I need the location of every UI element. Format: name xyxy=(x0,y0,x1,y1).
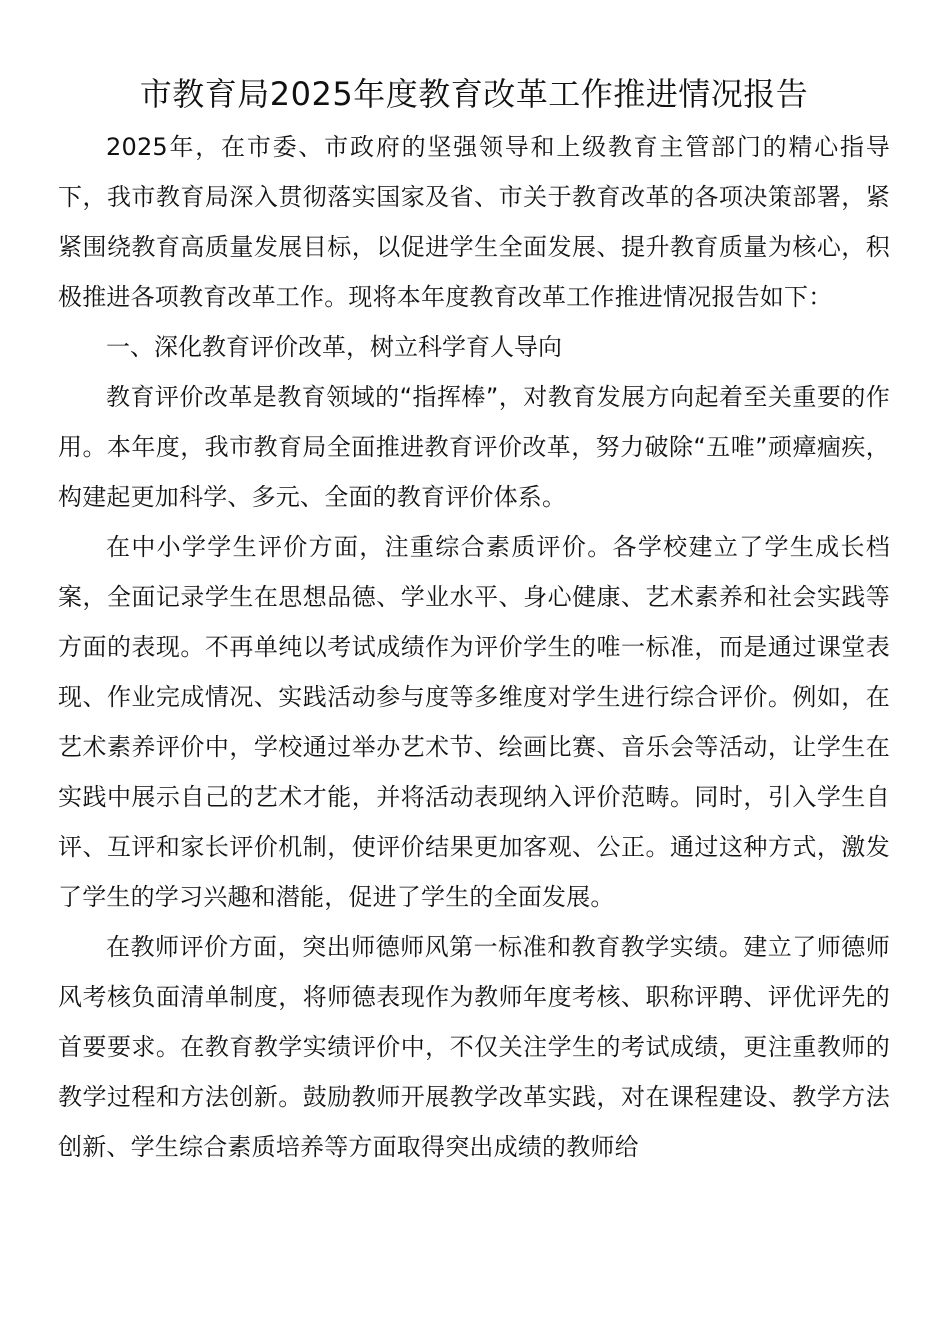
intro-paragraph: 2025年，在市委、市政府的坚强领导和上级教育主管部门的精心指导下，我市教育局深入贯彻落实国家及省、市关于教育改革的各项决策部署，紧紧围绕教育高质量发展目标，以促进学生全面发展、提升教育质量为核心，积极推进各项教育改革工作。现将本年度教育改革工作推进情况报告如下： xyxy=(58,133,890,311)
body-paragraph: 在中小学学生评价方面，注重综合素质评价。各学校建立了学生成长档案，全面记录学生在思想品德、学业水平、身心健康、艺术素养和社会实践等方面的表现。不再单纯以考试成绩作为评价学生的唯一标准，而是通过课堂表现、作业完成情况、实践活动参与度等多维度对学生进行综合评价。例如，在艺术素养评价中，学校通过举办艺术节、绘画比赛、音乐会等活动，让学生在实践中展示自己的艺术才能，并将活动表现纳入评价范畴。同时，引入学生自评、互评和家长评价机制，使评价结果更加客观、公正。通过这种方式，激发了学生的学习兴趣和潜能，促进了学生的全面发展。 xyxy=(58,533,890,911)
body-paragraph: 在教师评价方面，突出师德师风第一标准和教育教学实绩。建立了师德师风考核负面清单制度，将师德表现作为教师年度考核、职称评聘、评优评先的首要要求。在教育教学实绩评价中，不仅关注学生的考试成绩，更注重教师的教学过程和方法创新。鼓励教师开展教学改革实践，对在课程建设、教学方法创新、学生综合素质培养等方面取得突出成绩的教师给 xyxy=(58,933,890,1161)
body-paragraph: 教育评价改革是教育领域的“指挥棒”，对教育发展方向起着至关重要的作用。本年度，我市教育局全面推进教育评价改革，努力破除“五唯”顽瘴痼疾，构建起更加科学、多元、全面的教育评价体系。 xyxy=(58,383,890,511)
document-title: 市教育局2025年度教育改革工作推进情况报告 xyxy=(139,75,809,113)
section-heading: 一、深化教育评价改革，树立科学育人导向 xyxy=(106,333,562,361)
